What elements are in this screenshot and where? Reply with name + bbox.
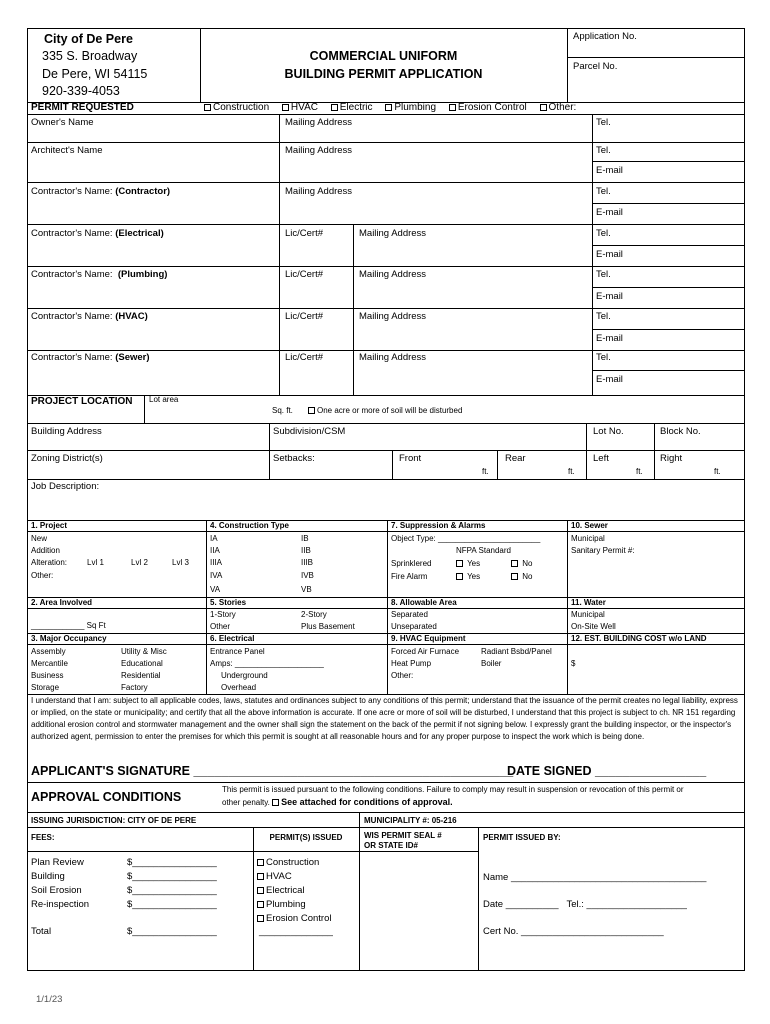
occupancy-factory: Factory xyxy=(121,683,148,692)
sewer-tel-label: Tel. xyxy=(596,352,611,363)
contractor-hvac-label: Contractor's Name: (HVAC) xyxy=(31,311,148,322)
setback-left-label: Left xyxy=(593,453,609,464)
block-no-label: Block No. xyxy=(660,426,701,437)
hvac-checkbox[interactable] xyxy=(282,104,289,111)
hvac-radiant: Radiant Bsbd/Panel xyxy=(481,647,552,656)
hvac-heat-pump: Heat Pump xyxy=(391,659,432,668)
ctype-vb: VB xyxy=(301,585,312,594)
applicant-signature-label: APPLICANT'S SIGNATURE ______________________________________________ xyxy=(31,764,514,778)
sewer-email-label: E-mail xyxy=(596,374,623,385)
subdivision-label: Subdivision/CSM xyxy=(273,426,346,437)
stories-one: 1-Story xyxy=(210,610,236,619)
electrical-underground: Underground xyxy=(221,671,268,680)
permit-issued-electrical: Electrical xyxy=(257,885,305,896)
fire-alarm-no: No xyxy=(511,572,532,582)
setback-right-label: Right xyxy=(660,453,683,464)
sprinklered-yes-checkbox[interactable] xyxy=(456,560,463,567)
allowable-unseparated: Unseparated xyxy=(391,622,437,631)
contractor-mailing-address-label: Mailing Address xyxy=(285,186,353,197)
permit-issued-by-label: PERMIT ISSUED BY: xyxy=(483,833,561,842)
issued-electrical-checkbox[interactable] xyxy=(257,887,264,894)
setback-front-label: Front xyxy=(399,453,422,464)
sprinklered-no: No xyxy=(511,559,532,569)
municipality-number: MUNICIPALITY #: 05-216 xyxy=(364,816,457,825)
other-checkbox[interactable] xyxy=(540,104,547,111)
setback-left-ft: ft. xyxy=(636,467,643,476)
construction-type-title: 4. Construction Type xyxy=(210,521,289,530)
contractor-email-label: E-mail xyxy=(596,207,623,218)
occupancy-business: Business xyxy=(31,671,64,680)
fees-label: FEES: xyxy=(31,833,55,842)
est-cost-dollar: $ xyxy=(571,659,576,668)
contractor-electrical-label: Contractor's Name: (Electrical) xyxy=(31,228,164,239)
job-description-label: Job Description: xyxy=(31,481,100,492)
ctype-iiia: IIIA xyxy=(210,558,223,567)
suppression-nfpa: NFPA Standard xyxy=(456,546,511,555)
permits-issued-label: PERMIT(S) ISSUED xyxy=(269,833,343,842)
occupancy-educational: Educational xyxy=(121,659,163,668)
project-lvl2: Lvl 2 xyxy=(131,558,148,567)
architect-email-label: E-mail xyxy=(596,165,623,176)
stories-title: 5. Stories xyxy=(210,598,247,607)
applicant-signature-field[interactable] xyxy=(176,762,506,778)
sewer-sanitary-permit: Sanitary Permit #: xyxy=(571,546,635,555)
project-section-title: 1. Project xyxy=(31,521,68,530)
fee-building-field[interactable]: $________________ xyxy=(127,871,217,882)
form-revision-date: 1/1/23 xyxy=(36,994,63,1005)
occupancy-storage: Storage xyxy=(31,683,60,692)
occupancy-mercantile: Mercantile xyxy=(31,659,68,668)
issued-by-name: Name _____________________________________ xyxy=(483,872,707,883)
hvac-forced-air: Forced Air Furnace xyxy=(391,647,460,656)
construction-checkbox[interactable] xyxy=(204,104,211,111)
electrical-email-label: E-mail xyxy=(596,249,623,260)
sewer-lic-cert-label: Lic/Cert# xyxy=(285,352,324,363)
fire-alarm-no-checkbox[interactable] xyxy=(511,573,518,580)
area-sqft: ____________ Sq Ft xyxy=(31,621,106,630)
project-lvl1: Lvl 1 xyxy=(87,558,104,567)
water-municipal: Municipal xyxy=(571,610,605,619)
setback-rear-ft: ft. xyxy=(568,467,575,476)
fee-plan-review-field[interactable]: $________________ xyxy=(127,857,217,868)
architect-tel-label: Tel. xyxy=(596,145,611,156)
occupancy-title: 3. Major Occupancy xyxy=(31,634,107,643)
parcel-no-field[interactable] xyxy=(569,74,739,98)
electrical-lic-cert-label: Lic/Cert# xyxy=(285,228,324,239)
fire-alarm-yes-checkbox[interactable] xyxy=(456,573,463,580)
allowable-separated: Separated xyxy=(391,610,428,619)
building-address-label: Building Address xyxy=(31,426,102,437)
electrical-entrance-panel: Entrance Panel xyxy=(210,647,265,656)
permit-issued-construction: Construction xyxy=(257,857,319,868)
issued-plumbing-checkbox[interactable] xyxy=(257,901,264,908)
fee-total-field[interactable]: $________________ xyxy=(127,926,217,937)
stories-two: 2-Story xyxy=(301,610,327,619)
issued-by-date-tel: Date __________ Tel.: ___________________ xyxy=(483,899,687,910)
electrical-title: 6. Electrical xyxy=(210,634,255,643)
occupancy-assembly: Assembly xyxy=(31,647,66,656)
form-title-line2: BUILDING PERMIT APPLICATION xyxy=(284,67,483,81)
contractor-plumbing-label: Contractor's Name: (Plumbing) xyxy=(31,269,168,280)
stories-plus-basement: Plus Basement xyxy=(301,622,355,631)
issued-construction-checkbox[interactable] xyxy=(257,859,264,866)
one-acre-checkbox[interactable] xyxy=(308,407,315,414)
fire-alarm-label: Fire Alarm xyxy=(391,572,428,581)
owner-mailing-address-label: Mailing Address xyxy=(285,117,353,128)
hvac-email-label: E-mail xyxy=(596,333,623,344)
permit-requested-label: PERMIT REQUESTED xyxy=(31,102,134,113)
fee-plan-review-label: Plan Review xyxy=(31,857,84,868)
date-signed-field[interactable] xyxy=(588,762,738,778)
contractor-tel-label: Tel. xyxy=(596,186,611,197)
city-phone: 920-339-4053 xyxy=(42,84,120,98)
zoning-district-label: Zoning District(s) xyxy=(31,453,103,464)
sqft-label: Sq. ft. xyxy=(272,406,293,415)
owner-tel-label: Tel. xyxy=(596,117,611,128)
sprinklered-label: Sprinklered xyxy=(391,559,432,568)
water-onsite-well: On-Site Well xyxy=(571,622,616,631)
ctype-iia: IIA xyxy=(210,546,220,555)
setback-right-ft: ft. xyxy=(714,467,721,476)
issuing-jurisdiction: ISSUING JURISDICTION: CITY OF DE PERE xyxy=(31,816,197,825)
sewer-mailing-address-label: Mailing Address xyxy=(359,352,427,363)
electrical-mailing-address-label: Mailing Address xyxy=(359,228,427,239)
fee-building-label: Building xyxy=(31,871,65,882)
seal-label-line2: OR STATE ID# xyxy=(364,841,418,850)
architect-mailing-address-label: Mailing Address xyxy=(285,145,353,156)
hvac-boiler: Boiler xyxy=(481,659,502,668)
certification-statement: I understand that I am: subject to all applicable codes, laws, statutes and ordinances subject to any conditions of this permit; understand that the issuance of the permit creates no legal liability, express or implied, on the state or municipality; and certify that all the above information is accurate. If one acre or more of soil will be disturbed, I understand that this project is subject to ch. NR 151 regarding additional erosion control and stormwater management and the owner shall sign the statement on the back of the permit if not signing below. I expressly grant the building inspector, or the inspector's authorized agent, permission to enter the premises for which this permit is sought at all reasonable hours and for any proper purpose to inspect the work which is being done. xyxy=(31,696,738,741)
permit-issued-plumbing: Plumbing xyxy=(257,899,306,910)
ctype-ivb: IVB xyxy=(301,571,314,580)
stories-other: Other xyxy=(210,622,231,631)
project-addition: Addition xyxy=(31,546,60,555)
hvac-equipment-title: 9. HVAC Equipment xyxy=(391,634,466,643)
occupancy-utility: Utility & Misc xyxy=(121,647,167,656)
water-title: 11. Water xyxy=(571,598,606,607)
date-signed-label: DATE SIGNED ________________ xyxy=(507,764,707,778)
permit-issued-hvac: HVAC xyxy=(257,871,292,882)
approval-text-line1: This permit is issued pursuant to the following conditions. Failure to comply may result in suspension or revocation of this permit or xyxy=(222,785,684,794)
one-acre-option: One acre or more of soil will be disturbed xyxy=(308,406,462,416)
ctype-va: VA xyxy=(210,585,221,594)
seal-label-line1: WIS PERMIT SEAL # xyxy=(364,831,442,840)
parcel-no-label: Parcel No. xyxy=(573,61,618,72)
plumbing-tel-label: Tel. xyxy=(596,269,611,280)
see-attached-checkbox[interactable] xyxy=(272,799,279,806)
contractor-general-label: Contractor's Name: (Contractor) xyxy=(31,186,171,197)
city-address-line1: 335 S. Broadway xyxy=(42,49,138,63)
approval-text-line2: other penalty. See attached for conditions of approval. xyxy=(222,797,453,807)
hvac-tel-label: Tel. xyxy=(596,311,611,322)
permit-issued-other-blank[interactable]: ______________ xyxy=(259,926,333,937)
lot-no-label: Lot No. xyxy=(593,426,624,437)
fee-reinspection-label: Re-inspection xyxy=(31,899,90,910)
architect-name-label: Architect's Name xyxy=(31,145,103,156)
plumbing-email-label: E-mail xyxy=(596,291,623,302)
issued-erosion-control-checkbox[interactable] xyxy=(257,915,264,922)
allowable-area-title: 8. Allowable Area xyxy=(391,598,457,607)
city-name: City of De Pere xyxy=(44,32,133,46)
fee-soil-erosion-field[interactable]: $________________ xyxy=(127,885,217,896)
contractor-sewer-label: Contractor's Name: (Sewer) xyxy=(31,352,150,363)
lot-area-label: Lot area xyxy=(149,395,179,404)
project-other: Other: xyxy=(31,571,54,580)
city-address-line2: De Pere, WI 54115 xyxy=(42,67,148,81)
plumbing-mailing-address-label: Mailing Address xyxy=(359,269,427,280)
ctype-iiib: IIIB xyxy=(301,558,314,567)
electrical-overhead: Overhead xyxy=(221,683,257,692)
area-involved-title: 2. Area Involved xyxy=(31,598,93,607)
ctype-iva: IVA xyxy=(210,571,223,580)
application-no-field[interactable] xyxy=(569,43,739,55)
ctype-ib: IB xyxy=(301,534,309,543)
setback-front-ft: ft. xyxy=(482,467,489,476)
project-location-label: PROJECT LOCATION xyxy=(31,396,133,407)
sewer-title: 10. Sewer xyxy=(571,521,608,530)
fee-soil-erosion-label: Soil Erosion xyxy=(31,885,82,896)
plumbing-checkbox[interactable] xyxy=(385,104,392,111)
setback-rear-label: Rear xyxy=(505,453,526,464)
issued-hvac-checkbox[interactable] xyxy=(257,873,264,880)
project-lvl3: Lvl 3 xyxy=(172,558,189,567)
fire-alarm-yes: Yes xyxy=(456,572,480,582)
form-title-line1: COMMERCIAL UNIFORM xyxy=(309,49,458,63)
permit-form xyxy=(27,28,745,971)
project-new: New xyxy=(31,534,48,543)
fee-total-label: Total xyxy=(31,926,52,937)
hvac-mailing-address-label: Mailing Address xyxy=(359,311,427,322)
seal-field[interactable] xyxy=(362,855,475,967)
permit-issued-erosion-control: Erosion Control xyxy=(257,913,331,924)
suppression-object-type: Object Type: _______________________ xyxy=(391,534,541,543)
erosion-control-checkbox[interactable] xyxy=(449,104,456,111)
application-no-label: Application No. xyxy=(573,31,637,42)
fee-reinspection-field[interactable]: $________________ xyxy=(127,899,217,910)
job-description-field[interactable] xyxy=(31,493,741,517)
electrical-amps: Amps: ____________________ xyxy=(210,659,324,668)
suppression-title: 7. Suppression & Alarms xyxy=(391,521,486,530)
ctype-ia: IA xyxy=(210,534,218,543)
ctype-iib: IIB xyxy=(301,546,311,555)
electrical-tel-label: Tel. xyxy=(596,228,611,239)
issued-by-cert: Cert No. ___________________________ xyxy=(483,926,664,937)
approval-conditions-label: APPROVAL CONDITIONS xyxy=(31,790,182,804)
occupancy-residential: Residential xyxy=(121,671,161,680)
sprinklered-no-checkbox[interactable] xyxy=(511,560,518,567)
setbacks-label: Setbacks: xyxy=(273,453,315,464)
est-cost-title: 12. EST. BUILDING COST w/o LAND xyxy=(571,634,707,643)
permit-requested-options: Construction HVAC Electric Plumbing Erosion Control Other: xyxy=(204,102,576,114)
sewer-municipal: Municipal xyxy=(571,534,605,543)
owner-name-label: Owner's Name xyxy=(31,117,94,128)
sprinklered-yes: Yes xyxy=(456,559,480,569)
electric-checkbox[interactable] xyxy=(331,104,338,111)
hvac-other: Other: xyxy=(391,671,414,680)
hvac-lic-cert-label: Lic/Cert# xyxy=(285,311,324,322)
project-alteration: Alteration: xyxy=(31,558,68,567)
plumbing-lic-cert-label: Lic/Cert# xyxy=(285,269,324,280)
